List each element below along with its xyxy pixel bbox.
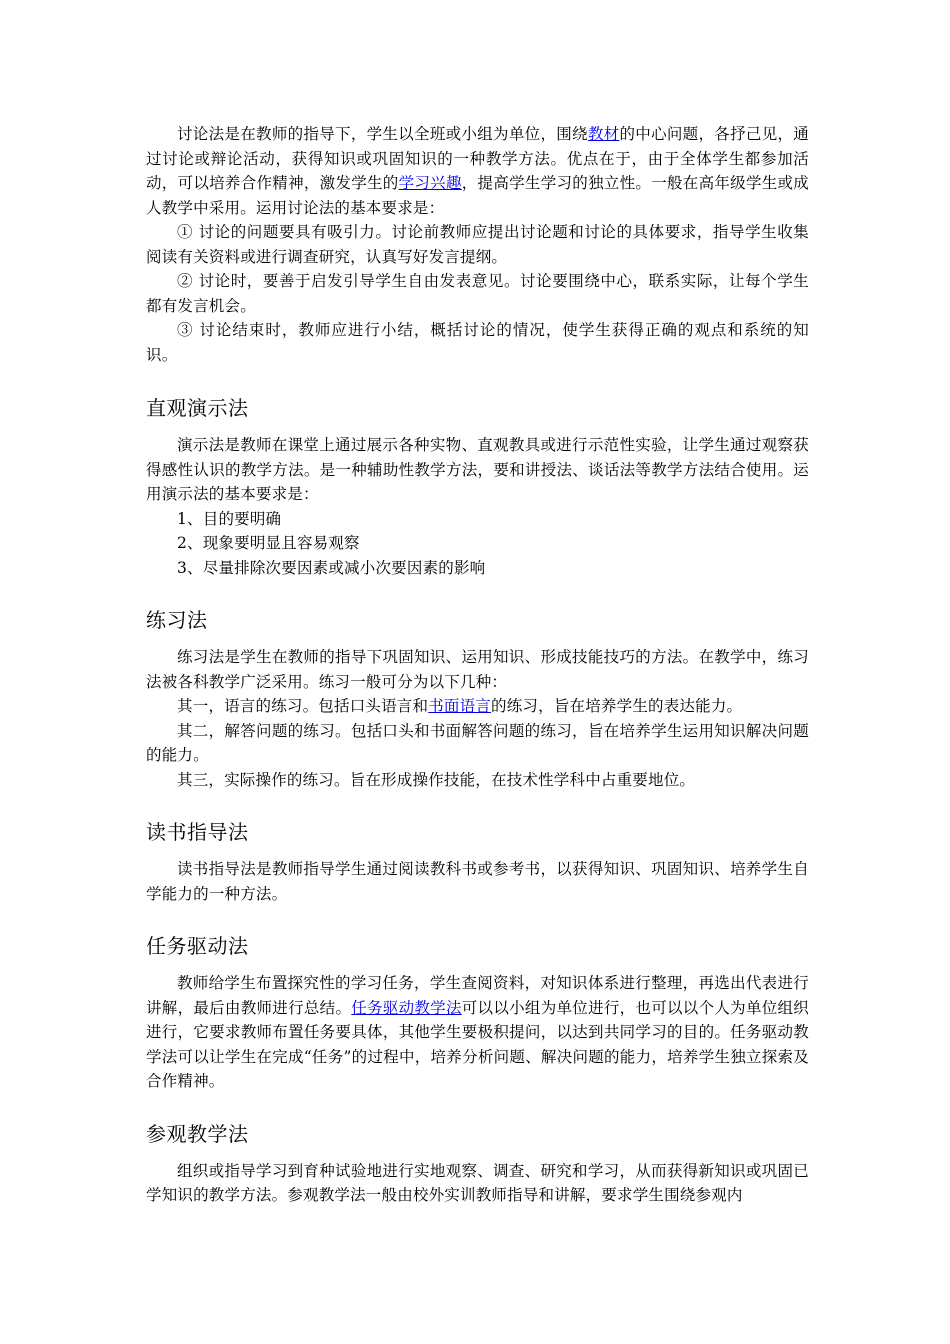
- paragraph: 读书指导法是教师指导学生通过阅读教科书或参考书，以获得知识、巩固知识、培养学生自学能力的一种方法。: [146, 860, 809, 903]
- paragraph: ① 讨论的问题要具有吸引力。讨论前教师应提出讨论题和讨论的具体要求，指导学生收集阅读有关资料或进行调查研究，认真写好发言提纲。: [146, 223, 809, 266]
- paragraph: 组织或指导学习到育种试验地进行实地观察、调查、研究和学习，从而获得新知识或巩固已学知识的教学方法。参观教学法一般由校外实训教师指导和讲解，要求学生围绕参观内: [146, 1161, 809, 1204]
- section-field-visit: [146, 1120, 809, 1208]
- section-heading: 练习法: [146, 608, 208, 632]
- paragraph: 其一，语言的练习。包括口头语言和书面语言的练习，旨在培养学生的表达能力。: [177, 697, 743, 715]
- paragraph: 讨论法是在教师的指导下，学生以全班或小组为单位，围绕教材的中心问题，各抒己见，通过讨论或辩论活动，获得知识或巩固知识的一种教学方法。优点在于，由于全体学生都参加活动，可以培养合作精神，激发学生的学习兴趣，提高学生学习的独立性。一般在高年级学生或成人教学中采用。运用讨论法的基本要求是：: [146, 125, 810, 217]
- section-heading: 读书指导法: [146, 820, 249, 844]
- paragraph: ② 讨论时，要善于启发引导学生自由发表意见。讨论要围绕中心，联系实际，让每个学生都有发言机会。: [146, 272, 809, 315]
- section-practice: [146, 606, 809, 792]
- list-item: 2、现象要明显且容易观察: [177, 534, 360, 552]
- section-demonstration: [146, 394, 809, 580]
- section-reading-guidance: [146, 818, 809, 906]
- section-task-driven: [146, 932, 809, 1094]
- link-task-driven-method[interactable]: 任务驱动教学法: [351, 998, 462, 1017]
- paragraph: ③ 讨论结束时，教师应进行小结，概括讨论的情况，使学生获得正确的观点和系统的知识。: [146, 321, 809, 364]
- link-written-language[interactable]: 书面语言: [428, 697, 492, 715]
- section-heading: 任务驱动法: [146, 934, 249, 958]
- link-learning-interest[interactable]: 学习兴趣: [398, 174, 462, 192]
- list-item: 1、目的要明确: [177, 509, 282, 528]
- section-heading: 参观教学法: [146, 1121, 249, 1146]
- link-textbook[interactable]: 教材: [587, 125, 620, 143]
- paragraph: 演示法是教师在课堂上通过展示各种实物、直观教具或进行示范性实验，让学生通过观察获得感性认识的教学方法。是一种辅助性教学方法，要和讲授法、谈话法等教学方法结合使用。运用演示法的基本要求是：: [146, 436, 809, 503]
- paragraph: 其二，解答问题的练习。包括口头和书面解答问题的练习，旨在培养学生运用知识解决问题的能力。: [146, 721, 809, 764]
- paragraph: 教师给学生布置探究性的学习任务，学生查阅资料，对知识体系进行整理，再选出代表进行讲解，最后由教师进行总结。任务驱动教学法可以以小组为单位进行，也可以以个人为单位组织进行，它要求教师布置任务要具体，其他学生要极积提问，以达到共同学习的目的。任务驱动教学法可以让学生在完成“任务”的过程中，培养分析问题、解决问题的能力，培养学生独立探索及合作精神。: [146, 974, 810, 1090]
- paragraph: 练习法是学生在教师的指导下巩固知识、运用知识、形成技能技巧的方法。在教学中，练习法被各科教学广泛采用。练习一般可分为以下几种：: [146, 648, 809, 691]
- document-page: [146, 122, 809, 1208]
- paragraph: 其三，实际操作的练习。旨在形成操作技能，在技术性学科中占重要地位。: [177, 770, 696, 789]
- section-discussion: [146, 122, 809, 367]
- list-item: 3、尽量排除次要因素或减小次要因素的影响: [177, 558, 486, 577]
- section-heading: 直观演示法: [146, 396, 249, 420]
